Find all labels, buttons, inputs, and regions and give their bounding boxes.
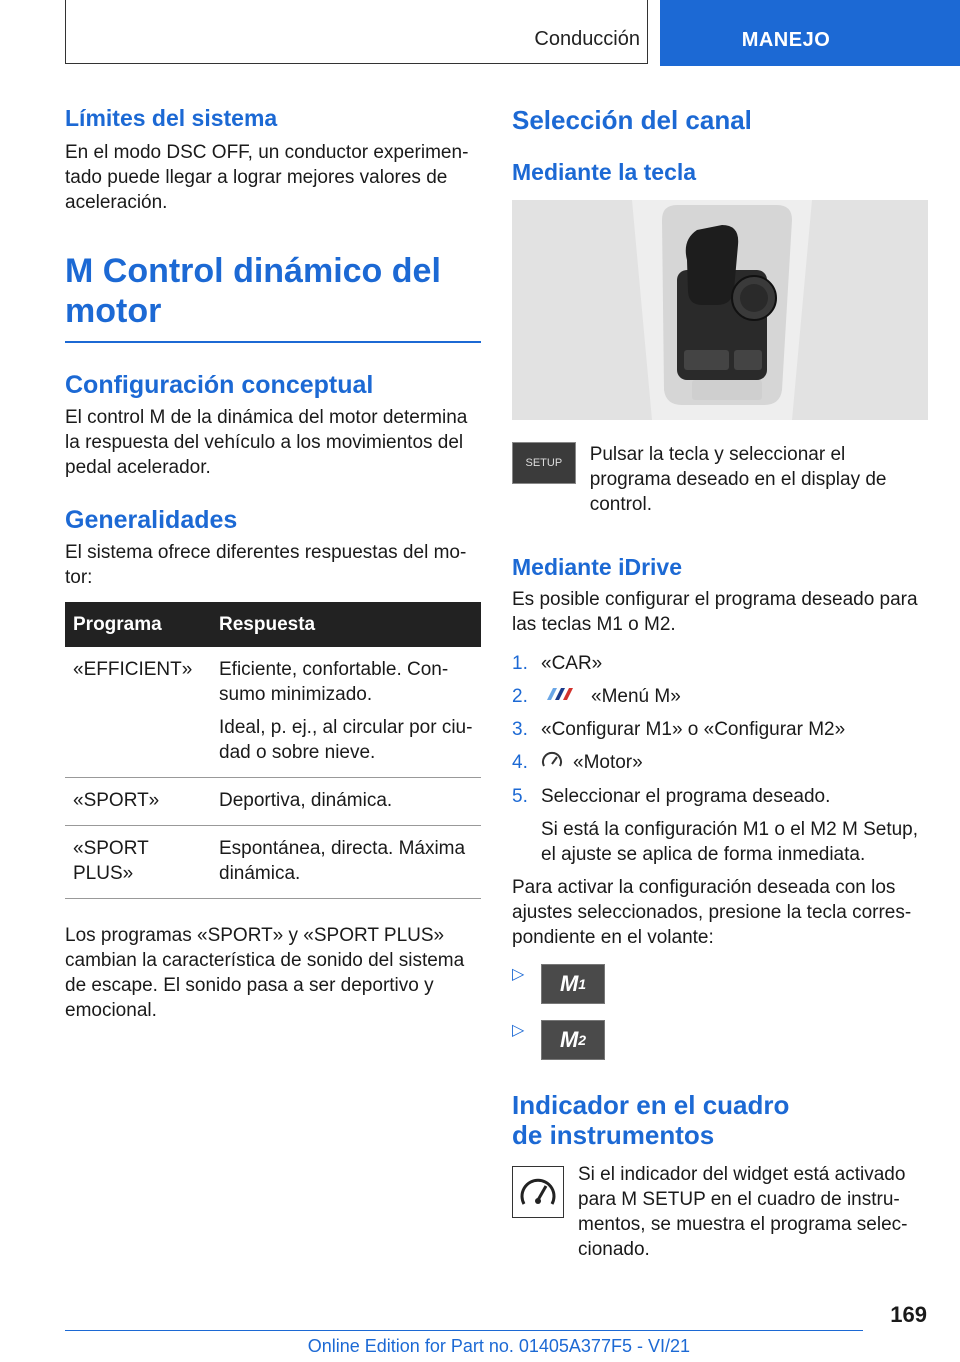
step-number: 5.	[512, 785, 528, 807]
steps-list	[512, 651, 928, 867]
idrive-text: Es posible configurar el programa deseado para las teclas M1 o M2.	[512, 589, 918, 635]
table-cell-response: Deportiva, dinámica.	[211, 778, 481, 826]
left-column	[65, 104, 481, 1023]
response-text: Eficiente, confortable. Consumo minimizado.	[219, 659, 449, 705]
title-rule	[65, 341, 481, 343]
footer-edition: Online Edition for Part no. 01405A377F5 - VI/21	[307, 1336, 690, 1356]
step-number: 2.	[512, 686, 528, 707]
indicator-title-line-1: Indicador en el cuadro	[512, 1089, 790, 1120]
step-text: Seleccionar el programa deseado.	[541, 785, 831, 807]
channel-title: Selección del canal	[512, 105, 752, 135]
console-photo	[512, 200, 928, 420]
limits-title: Límites del sistema	[65, 105, 278, 131]
chapter-tab[interactable]	[660, 0, 960, 66]
table-header-program: Programa	[65, 602, 211, 647]
list-item	[512, 651, 928, 676]
general-title: Generalidades	[65, 506, 238, 534]
step-number: 4.	[512, 752, 528, 774]
setup-key-icon: SETUP	[512, 442, 576, 484]
activate-text: Para activar la configuración deseada con los ajustes seleccionados, presione la tecla correspondiente en el volante:	[512, 876, 912, 948]
m1-button-icon: M 1	[541, 964, 605, 1004]
indicator-text: Si el indicador del widget está activado para M SETUP en el cuadro de instrumentos, se muestra el programa seleccionado.	[578, 1163, 908, 1260]
sound-text: Los programas «SPORT» y «SPORT PLUS» cambian la característica de sonido del sistema de escape. El sonido pasa a ser deportivo y emocional.	[65, 925, 465, 1021]
response-text-2: Ideal, p. ej., al circular por ciudad o sobre nieve.	[219, 717, 473, 763]
general-text: El sistema ofrece diferentes respuestas del motor:	[65, 542, 467, 588]
section-title: Conducción	[534, 28, 640, 50]
table-cell-program: «EFFICIENT»	[65, 647, 211, 778]
indicator-title-line-2: de instrumentos	[512, 1119, 715, 1150]
key-text: Pulsar la tecla y seleccionar el programa deseado en el display de control.	[589, 444, 887, 515]
bullet-icon: ▷	[512, 965, 525, 983]
step-text: «Configurar M1» o «Configurar M2»	[541, 719, 846, 741]
table-cell-response: Espontánea, directa. Máxima dinámica.	[211, 826, 481, 899]
step-text: «Menú M»	[591, 686, 681, 707]
idrive-title: Mediante iDrive	[512, 554, 682, 580]
table-row	[65, 647, 481, 778]
table-row	[65, 778, 481, 826]
indicator-block	[512, 1162, 928, 1262]
step-number: 1.	[512, 653, 528, 674]
table-cell-program: «SPORT PLUS»	[65, 826, 211, 899]
mcontrol-title: M Control dinámico del motor	[65, 252, 441, 330]
list-item	[512, 784, 928, 867]
list-item	[512, 717, 928, 742]
setup-row	[512, 442, 928, 517]
limits-text: En el modo DSC OFF, un conductor experimentado puede llegar a lograr mejores valores de aceleración.	[65, 142, 469, 213]
step-text: «Motor»	[573, 752, 643, 774]
list-item	[512, 750, 928, 775]
step-subtext: Si está la configuración M1 o el M2 M Setup, el ajuste se aplica de forma inmediata.	[541, 818, 919, 865]
m-menu-icon	[541, 684, 581, 709]
table-cell-response	[211, 647, 481, 778]
step-number: 3.	[512, 719, 528, 741]
page-number: 169	[890, 1302, 927, 1327]
engine-gauge-icon	[541, 751, 563, 776]
chapter-tab-label: MANEJO	[741, 28, 831, 51]
table-row	[65, 826, 481, 899]
list-item	[512, 684, 928, 709]
table-header-row	[65, 602, 481, 647]
table-cell-program: «SPORT»	[65, 778, 211, 826]
step-text: «CAR»	[541, 653, 603, 674]
concept-text: El control M de la dinámica del motor determina la respuesta del vehículo a los movimientos del pedal acelerador.	[65, 407, 468, 478]
bullet-icon: ▷	[512, 1021, 525, 1039]
m2-row	[512, 1020, 928, 1060]
key-title: Mediante la tecla	[512, 159, 697, 185]
console-illustration	[512, 200, 928, 420]
m2-button-icon: M 2	[541, 1020, 605, 1060]
m1-row	[512, 964, 928, 1004]
speedometer-icon	[512, 1166, 564, 1218]
right-column	[512, 104, 928, 1262]
table-header-response: Respuesta	[211, 602, 481, 647]
footer-rule	[65, 1330, 863, 1331]
concept-title: Configuración conceptual	[65, 371, 374, 399]
indicator-title	[512, 1090, 928, 1150]
program-table	[65, 602, 481, 899]
